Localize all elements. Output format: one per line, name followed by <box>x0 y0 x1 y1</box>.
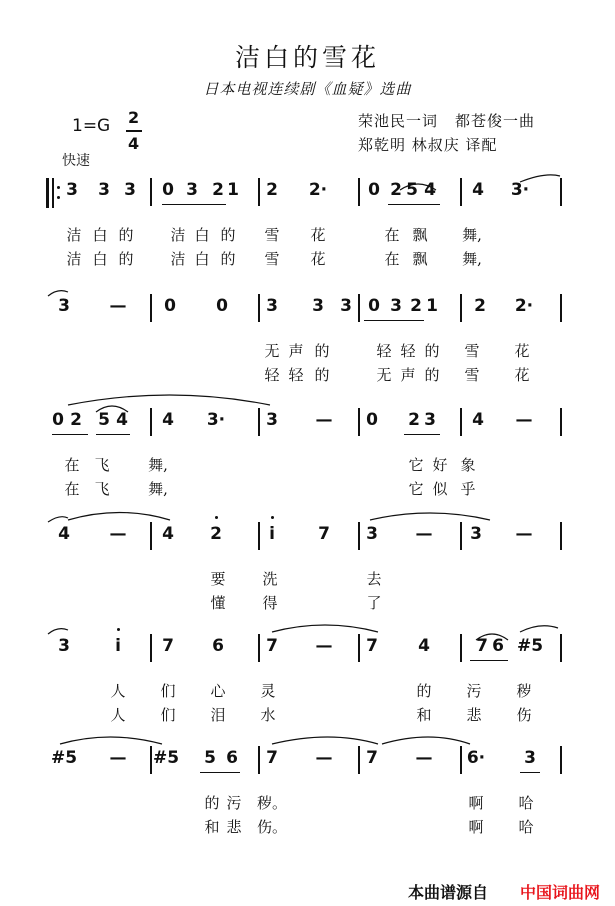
lyric-verse-2: 的 <box>220 250 236 268</box>
note: 2 <box>474 296 486 316</box>
note: 5 <box>204 748 216 768</box>
lyric-verse-1: 洁 <box>170 226 186 244</box>
note: 3 <box>66 180 78 200</box>
lyric-verse-2: 在 <box>64 480 80 498</box>
note: 4 <box>418 636 430 656</box>
lyric-verse-2: 花 <box>514 366 530 384</box>
song-title: 洁白的雪花 <box>234 43 380 72</box>
lyric-verse-2: 轻 <box>264 366 280 384</box>
tempo-marking: 快速 <box>62 153 90 169</box>
note: 3· <box>206 410 226 430</box>
note: 7 <box>266 748 278 768</box>
note: 4 <box>424 180 436 200</box>
note: 6· <box>466 748 486 768</box>
note: 3· <box>510 180 530 200</box>
lyric-verse-2: 伤 <box>516 706 532 724</box>
note: 2· <box>308 180 328 200</box>
note: 2 <box>390 180 402 200</box>
lyric-verse-2: 轻 <box>288 366 304 384</box>
lyric-verse-2: 了 <box>366 594 382 612</box>
lyric-verse-1: 人 <box>110 682 126 700</box>
slur <box>96 406 128 412</box>
note: 4 <box>58 524 70 544</box>
note: i <box>269 524 275 544</box>
lyric-verse-1: 的 <box>314 342 330 360</box>
lyric-verse-2: 的 <box>118 250 134 268</box>
song-subtitle: 日本电视连续剧《血疑》选曲 <box>203 80 412 98</box>
note: — <box>315 410 333 430</box>
note: 3 <box>470 524 482 544</box>
note: — <box>515 410 533 430</box>
lyric-verse-1: 白 <box>92 226 108 244</box>
lyric-verse-1: 舞, <box>462 226 482 244</box>
lyric-verse-1: 在 <box>64 456 80 474</box>
lyric-verse-2: 白 <box>92 250 108 268</box>
lyric-verse-2: 水 <box>260 706 276 724</box>
lyric-verse-1: 飞 <box>94 456 110 474</box>
lyric-verse-1: 雪 <box>264 226 280 244</box>
tie <box>60 737 162 744</box>
note: 4 <box>472 410 484 430</box>
tie <box>48 629 68 634</box>
note: — <box>515 524 533 544</box>
note: 7 <box>318 524 330 544</box>
lyric-verse-2: 乎 <box>460 480 476 498</box>
lyric-verse-2: 无 <box>376 366 392 384</box>
lyric-verse-2: 似 <box>432 480 448 498</box>
note: 2 <box>266 180 278 200</box>
note: 6 <box>212 636 224 656</box>
tie <box>382 737 470 744</box>
note: #5 <box>50 748 78 768</box>
tie <box>68 395 270 405</box>
note: 4 <box>162 410 174 430</box>
lyric-verse-2: 在 <box>384 250 400 268</box>
note: 7 <box>266 636 278 656</box>
lyric-verse-1: 污 <box>226 794 242 812</box>
lyric-verse-2: 悲 <box>226 818 242 836</box>
lyric-verse-1: 啊 <box>468 794 484 812</box>
lyric-verse-2: 雪 <box>464 366 480 384</box>
time-signature-bottom: 4 <box>128 134 140 153</box>
lyric-verse-2: 啊 <box>468 818 484 836</box>
tie <box>272 737 378 744</box>
lyric-verse-1: 它 <box>408 456 424 474</box>
note: 0 <box>164 296 176 316</box>
note: 6 <box>226 748 238 768</box>
lyric-verse-1: 舞, <box>148 456 168 474</box>
note: 3 <box>266 410 278 430</box>
lyric-verse-1: 轻 <box>376 342 392 360</box>
note: 7 <box>366 748 378 768</box>
note: 3 <box>98 180 110 200</box>
lyric-verse-1: 花 <box>514 342 530 360</box>
lyric-verse-1: 白 <box>194 226 210 244</box>
lyric-verse-2: 哈 <box>518 818 534 836</box>
lyric-verse-1: 去 <box>366 570 382 588</box>
lyric-verse-1: 的 <box>416 682 432 700</box>
tie <box>272 625 378 632</box>
lyric-verse-1: 声 <box>288 342 304 360</box>
note: — <box>415 524 433 544</box>
note: 2 <box>408 410 420 430</box>
note: 4 <box>162 524 174 544</box>
note: i <box>115 636 121 656</box>
lyric-verse-2: 舞, <box>148 480 168 498</box>
lyric-verse-1: 秽。 <box>256 794 288 812</box>
lyric-verse-1: 心 <box>210 682 226 700</box>
lyric-verse-1: 的 <box>424 342 440 360</box>
translator-credit: 郑乾明 林叔庆 译配 <box>358 136 498 154</box>
source-label: 本曲谱源自 <box>408 883 489 902</box>
note: 0 <box>216 296 228 316</box>
lyric-verse-1: 污 <box>466 682 482 700</box>
note: — <box>109 748 127 768</box>
note: 0 <box>368 180 380 200</box>
note: 3 <box>390 296 402 316</box>
slur <box>476 634 508 640</box>
note: 4 <box>472 180 484 200</box>
note: 1 <box>227 180 239 200</box>
lyric-verse-2: 悲 <box>466 706 482 724</box>
note: 2· <box>514 296 534 316</box>
note: 5 <box>406 180 418 200</box>
lyric-verse-1: 要 <box>210 570 226 588</box>
lyric-verse-2: 白 <box>194 250 210 268</box>
note: 3 <box>58 636 70 656</box>
lyric-verse-1: 象 <box>460 456 476 474</box>
lyric-verse-2: 和 <box>416 706 432 724</box>
lyric-verse-1: 的 <box>204 794 220 812</box>
note: 3 <box>366 524 378 544</box>
lyric-verse-2: 雪 <box>264 250 280 268</box>
lyric-verse-1: 轻 <box>400 342 416 360</box>
lyric-verse-1: 秽 <box>516 682 532 700</box>
lyric-verse-2: 得 <box>262 594 278 612</box>
lyric-verse-2: 和 <box>204 818 220 836</box>
lyric-verse-2: 花 <box>310 250 326 268</box>
composer-credit: 都苍俊一曲 <box>455 112 536 130</box>
tie <box>48 291 68 296</box>
note: 0 <box>368 296 380 316</box>
lyric-verse-1: 灵 <box>260 682 276 700</box>
site-name: 中国词曲网 <box>520 883 601 902</box>
key-signature: 1=G <box>72 116 111 136</box>
note: 7 <box>476 636 488 656</box>
slur <box>400 184 436 190</box>
note: — <box>315 748 333 768</box>
note: 0 <box>52 410 64 430</box>
note: #5 <box>152 748 180 768</box>
note: 2 <box>410 296 422 316</box>
tie <box>48 517 68 522</box>
note: — <box>315 636 333 656</box>
tie <box>68 513 170 521</box>
note: 3 <box>524 748 536 768</box>
lyric-verse-2: 伤。 <box>256 818 288 836</box>
lyricist-credit: 荣池民一词 <box>358 112 439 130</box>
tie <box>520 626 558 632</box>
note: 3 <box>312 296 324 316</box>
note: 3 <box>340 296 352 316</box>
lyric-verse-2: 懂 <box>210 594 226 612</box>
lyric-verse-2: 飞 <box>94 480 110 498</box>
note: 3 <box>266 296 278 316</box>
note: 7 <box>162 636 174 656</box>
note: 0 <box>162 180 174 200</box>
lyric-verse-1: 的 <box>220 226 236 244</box>
lyric-verse-1: 们 <box>160 682 176 700</box>
lyric-verse-2: 飘 <box>412 250 428 268</box>
note: 0 <box>366 410 378 430</box>
note: 2 <box>212 180 224 200</box>
note: 1 <box>426 296 438 316</box>
lyric-verse-2: 它 <box>408 480 424 498</box>
tie <box>520 175 560 182</box>
note: 3 <box>186 180 198 200</box>
lyric-verse-1: 好 <box>432 456 448 474</box>
time-signature-top: 2 <box>128 108 140 127</box>
lyric-verse-1: 洁 <box>66 226 82 244</box>
note: — <box>109 296 127 316</box>
note: 2 <box>70 410 82 430</box>
note: — <box>109 524 127 544</box>
lyric-verse-1: 洗 <box>262 570 278 588</box>
note: 3 <box>124 180 136 200</box>
note: — <box>415 748 433 768</box>
note: #5 <box>516 636 544 656</box>
lyric-verse-1: 飘 <box>412 226 428 244</box>
lyric-verse-1: 花 <box>310 226 326 244</box>
lyric-verse-2: 们 <box>160 706 176 724</box>
note: 6 <box>492 636 504 656</box>
note: 3 <box>424 410 436 430</box>
lyric-verse-1: 在 <box>384 226 400 244</box>
lyric-verse-2: 泪 <box>210 706 226 724</box>
lyric-verse-2: 人 <box>110 706 126 724</box>
note: 2 <box>210 524 222 544</box>
note: 3 <box>58 296 70 316</box>
lyric-verse-2: 的 <box>424 366 440 384</box>
lyric-verse-2: 声 <box>400 366 416 384</box>
note: 7 <box>366 636 378 656</box>
note: 5 <box>98 410 110 430</box>
lyric-verse-1: 哈 <box>518 794 534 812</box>
lyric-verse-1: 雪 <box>464 342 480 360</box>
note: 4 <box>116 410 128 430</box>
lyric-verse-2: 洁 <box>170 250 186 268</box>
lyric-verse-1: 无 <box>264 342 280 360</box>
lyric-verse-2: 的 <box>314 366 330 384</box>
lyric-verse-2: 洁 <box>66 250 82 268</box>
tie <box>370 513 490 520</box>
lyric-verse-2: 舞, <box>462 250 482 268</box>
lyric-verse-1: 的 <box>118 226 134 244</box>
